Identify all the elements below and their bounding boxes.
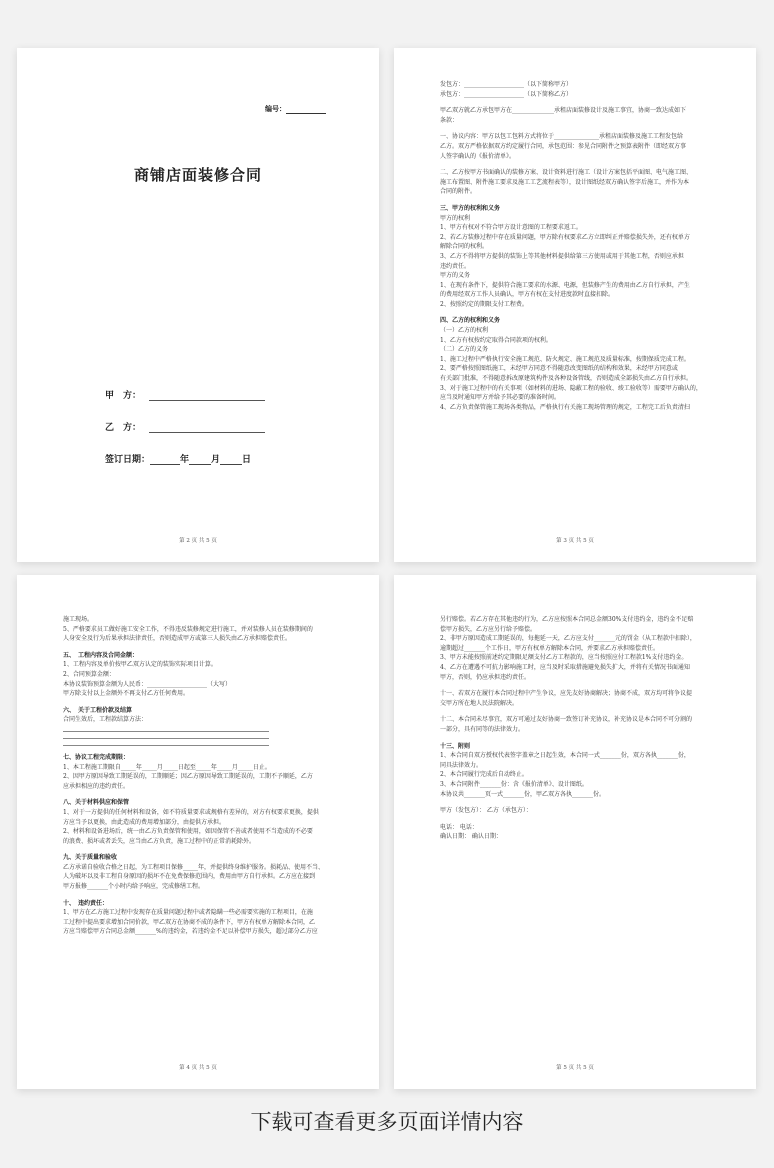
text-line: 工过程中提出要求增加合同价款，甲乙双方在协商不成的条件下，甲方有权单方解除本合同，乙 [63,918,316,926]
text-line: 3、甲方未能按照前述约定期限足额支付乙方工程款的，应当按照应付工程款1%支付违约金。 [440,654,688,662]
text-line: 一、协议内容：甲方以包工包料方式将位于_______________承租店面装修及施工工程发包给 [440,133,684,141]
text-line: 1、对于一方提供的任何材料和设备，如不符质量要求或规格有差异的，对方有权要求更换，提供 [63,808,319,816]
page-footer: 第 3 页 共 5 页 [556,538,594,544]
text-line: 5、严格要求员工做好施工安全工作，不得违反装修规定进行施工，并对装修人员在装修期间的 [63,625,313,633]
text-line: 甲乙双方就乙方承包甲方在______________承租店面装修设计及施工事宜，协商一致达成如下 [440,107,687,115]
text-line: 二、乙方按甲方书面确认的装修方案、设计资料进行施工（设计方案包括平面图、电气施工图、 [440,169,693,177]
text-line: 十、 违约责任： [63,899,109,907]
text-line: 应承担相应的违约责任。 [63,782,130,790]
text-line: 十二、本合同未尽事宜，双方可通过友好协商一致签订补充协议，补充协议是本合同不可分割的 [440,716,693,724]
text-line: （一）乙方的权利 [440,327,489,335]
month-blank [189,457,211,465]
text-line: 的费用经双方工作人员确认，甲方有权在支付进度款时直接扣除。 [440,291,615,299]
party-b-label: 乙 方： [105,423,142,433]
text-line: 十三、附则 [440,742,471,750]
text-line: 偿甲方损失，乙方应另行给予赔偿。 [440,625,537,633]
text-line: 的浪费、损坏或者丢失，应当由乙方负责，施工过程中的正常消耗除外。 [63,837,256,845]
text-line: 发包方：____________________（以下简称甲方） [440,81,573,88]
text-line: 交甲方所在地人民法院解决。 [440,699,519,707]
text-line: 合同生效后，工程款结算方法： [63,716,148,724]
text-line: 九、关于质量和验收 [63,854,118,862]
text-line: 合同的附件。 [440,188,477,196]
day-label: 日 [242,455,252,465]
text-line: 1、施工过程中严格执行安全施工规范、防火规定、施工规范及质量标准，按期保质完成工程。 [440,355,690,363]
page-2 [394,48,756,562]
contract-title: 商铺店面装修合同 [133,166,262,184]
text-line: 本协议共_______页一式_______份，甲乙双方各执_______份。 [440,790,606,798]
text-line: 1、乙方有权按约定取得合同款项的权利。 [440,336,552,344]
text-line: 逾期超过_______个工作日，甲方有权单方解除本合同，并要求乙方承担赔偿责任。 [440,644,660,652]
text-line: 另行赔偿。若乙方存在其他违约行为，乙方应按照本合同总金额30%支付违约金，违约金不足赔 [440,616,694,623]
blank-rule [63,731,269,732]
text-line: 1、工程内容及单价按甲乙双方认定的装饰实际项目计算。 [63,661,217,669]
text-line: 确认日期： 确认日期： [440,833,502,841]
text-line: 3、本合同附件_______份：含《报价清单》、设计图纸。 [440,780,588,788]
text-line: 条款： [440,116,459,124]
text-line: 七、协议工程完成期限： [63,753,130,761]
text-line: 2、要严格按照图纸施工，未经甲方同意不得随意改变图纸的结构和效果，未经甲方同意或 [440,365,678,373]
text-line: 五、 工程内容及合同金额： [63,651,139,659]
page-body [440,80,720,412]
page-footer: 第 5 页 共 5 页 [556,1065,594,1071]
text-line: 方应当予以更换，由此造成的费用增加部分，由提供方承担。 [63,818,226,826]
text-line: 2、因甲方原因导致工期延误的，工期顺延；因乙方原因导致工期延误的，工期不予顺延，乙方 [63,773,313,781]
text-line: 方应当赔偿甲方合同总金额_______%的违约金，若违约金不足以补偿甲方损失，超过部分乙方应 [63,928,318,936]
text-line: 施工布置图、附件施工要求及施工工艺流程表等），设计图纸经双方确认签字后施工，并作为本 [440,178,690,186]
page-cover [17,48,379,562]
page-footer: 第 4 页 共 5 页 [179,1065,217,1071]
text-line: 本协议装饰预算金额为人民币：____________________（大写） [63,680,232,688]
party-b-field [105,420,265,433]
text-line: 1、甲方有权对不符合甲方设计意图的工程要求返工。 [440,224,582,232]
text-line: 甲方报修_______个小时内给予响应，完成修缮工程。 [63,883,205,891]
text-line: 人为破坏以及非工程自身原因的损坏不在免费保修范围内，费用由甲方自行承担。乙方应在接到 [63,873,316,881]
text-line: 1、甲方在乙方施工过程中发现存在质量问题过程中或者隐瞒一些必需要实施的工程项目，在施 [63,909,313,917]
page-body [440,615,720,842]
text-line: 甲方除支付以上金额外不再支付乙方任何费用。 [63,690,190,698]
year-blank [150,457,180,465]
text-line: 电话： 电话： [440,823,478,831]
text-line: 四、乙方的权利和义务 [440,317,501,325]
text-line: 3、乙方不得将甲方提供的装饰上等其他材料提供给第三方使用或用于其他工程，否则应承担 [440,252,684,260]
text-line: 乙方。双方严格依据双方约定履行合同，承包范围：参见合同附件之预算表附件（即经双方事 [440,142,687,150]
text-line: 4、乙方负责保管施工现场各类物品，严格执行有关施工现场管理的规定，工程完工后负责清扫 [440,403,690,411]
text-line: 1、本工程施工期限自_____年_____月_____日起至_____年_____月_____日止。 [63,763,271,771]
text-line: 1、本合同自双方授权代表签字盖章之日起生效，本合同一式_______份，双方各执_______份， [440,752,690,760]
text-line: 施工现场。 [63,616,94,623]
text-line: 解除合同的权利。 [440,243,489,251]
text-line: 人身安全及行为后果承担法律责任，否则造成甲方或第三人损失由乙方承担赔偿责任。 [63,635,292,643]
text-line: 2、按照约定的期限支付工程费。 [440,300,528,308]
text-line: 同具法律效力。 [440,761,483,769]
text-line: 一部分，具有同等的法律效力。 [440,725,525,733]
party-a-label: 甲 方： [105,391,142,401]
page-3 [17,575,379,1089]
text-line: 2、若乙方装修过程中存在质量问题，甲方除有权要求乙方立即纠正并赔偿损失外，还有权单方 [440,233,690,241]
party-b-blank [149,423,265,433]
year-label: 年 [180,455,190,465]
party-a-field [105,388,265,401]
text-line: 2、合同预算金额： [63,670,115,678]
party-a-blank [149,391,265,401]
sign-date-field [105,452,251,465]
page-4 [394,575,756,1089]
text-line: 三、甲方的权利和义务 [440,204,501,212]
blank-rule [63,745,269,746]
page-footer: 第 2 页 共 5 页 [179,538,217,544]
text-line: 1、在现有条件下，提供符合施工要求的水源、电源，但装修产生的费用由乙方自行承担，产生 [440,281,690,289]
day-blank [220,457,242,465]
text-line: 4、乙方在遭遇不可抗力影响施工时，应当及时采取措施避免损失扩大，并将有关情况书面通知 [440,663,690,671]
serial-label: 编号： [265,104,286,113]
text-line: （二）乙方的义务 [440,346,489,354]
text-line: 2、材料和设备进场后，统一由乙方负责保管和使用，如因保管不善或者使用不当造成的不必要 [63,828,313,836]
text-line: 十一、若双方在履行本合同过程中产生争议，应先友好协商解决；协商不成，双方均可将争议提 [440,690,693,698]
month-label: 月 [211,455,221,465]
text-line: 人签字确认的《报价清单》。 [440,152,516,160]
text-line: 甲方的权利 [440,214,471,222]
text-line: 2、本合同履行完成后自动终止。 [440,771,528,779]
serial-blank [286,106,326,114]
page-body [63,615,343,937]
text-line: 甲方（发包方）： 乙方（承包方）： [440,807,532,815]
text-line: 应当及时通知甲方并给予其必要的准备时间。 [440,394,561,402]
text-line: 八、关于材料供应和保管 [63,799,130,807]
text-line: 甲方的义务 [440,272,471,280]
text-line: 3、对于施工过程中的有关事项（如材料的进场、隐蔽工程的验收、竣工验收等）需要甲方确认的， [440,384,702,392]
download-caption: 下载可查看更多页面详情内容 [250,1110,524,1134]
blank-rule [63,738,269,739]
text-line: 六、 关于工程价款及结算 [63,706,133,714]
text-line: 2、非甲方原因造成工期延误的，每拖延一天，乙方应支付_______元的罚金（从工程款中扣除）， [440,635,696,643]
sign-date-label: 签订日期： [105,455,151,465]
serial-number-field [265,104,326,114]
text-line: 甲方，否则，仍应承担违约责任。 [440,673,531,681]
text-line: 违约责任。 [440,262,471,270]
text-line: 有关部门批准，不得随意拆改原建筑构件及各种设备管线，否则造成全部损失由乙方自行承担。 [440,375,693,383]
text-line: 承包方：____________________（以下简称乙方） [440,90,573,98]
text-line: 乙方承诺自验收合格之日起，为工程项目保修_____年，并提供终身维护服务。损耗品、使用不当、 [63,863,325,871]
